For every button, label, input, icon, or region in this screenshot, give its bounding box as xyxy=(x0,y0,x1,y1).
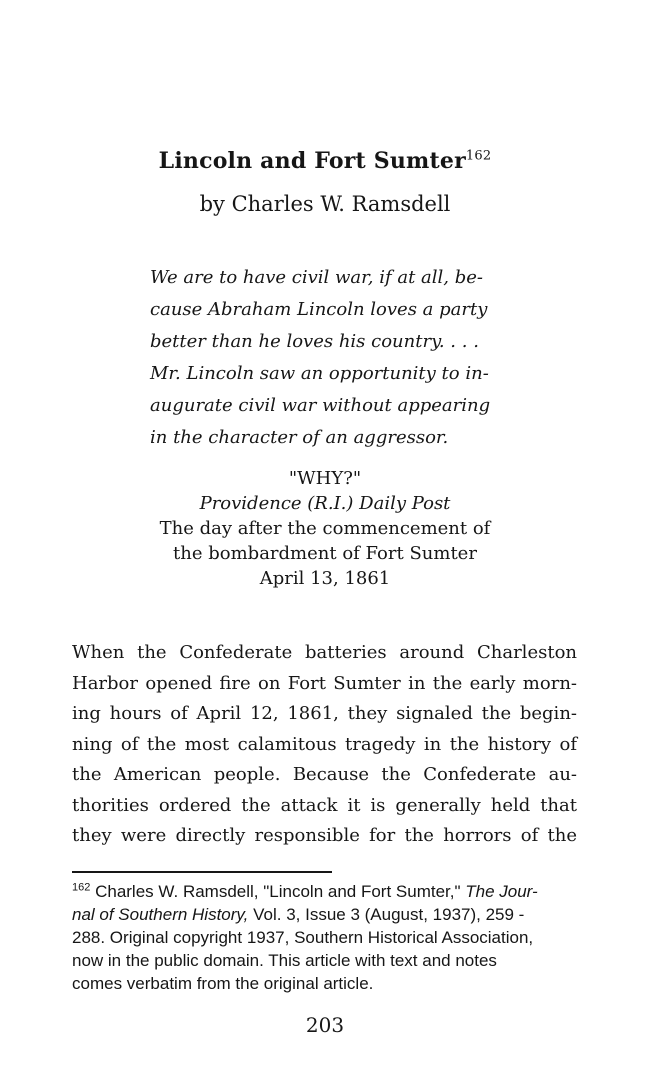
page-title xyxy=(0,146,650,176)
footnote-text-segment: Charles W. Ramsdell, "Lincoln and Fort Sumter," xyxy=(90,881,466,901)
attribution-date: April 13, 1861 xyxy=(259,568,391,589)
body-line: When the Confederate batteries around Charleston xyxy=(72,642,577,663)
footnote-text-segment: comes verbatim from the original article. xyxy=(72,973,374,993)
attribution-publication: Providence (R.I.) Daily Post xyxy=(199,493,451,514)
attribution-context-line: The day after the commencement of xyxy=(159,518,491,539)
byline: by Charles W. Ramsdell xyxy=(199,192,451,216)
quote-line: Mr. Lincoln saw an opportunity to in- xyxy=(150,363,489,384)
body-line: ing hours of April 12, 1861, they signaled the begin- xyxy=(72,703,577,724)
footnote-line xyxy=(72,972,584,995)
body-line: thorities ordered the attack it is generally held that xyxy=(72,794,577,816)
epigraph-attribution xyxy=(0,466,650,591)
quote-line: in the character of an aggressor. xyxy=(150,427,449,448)
body-line: they were directly responsible for the horrors of the xyxy=(72,825,577,846)
footnote-line xyxy=(72,949,584,972)
footnote-text-segment: 288. Original copyright 1937, Southern Historical Association, xyxy=(72,927,534,947)
footnote-line xyxy=(72,903,584,926)
body-line: the American people. Because the Confederate au- xyxy=(72,764,577,785)
footnote-line xyxy=(72,880,584,903)
quote-line: augurate civil war without appearing xyxy=(150,395,491,416)
quote-line: cause Abraham Lincoln loves a party xyxy=(150,299,488,320)
quote-line: We are to have civil war, if at all, be- xyxy=(150,267,483,288)
body-line: Harbor opened fire on Fort Sumter in the early morn- xyxy=(72,672,577,694)
page-number: 203 xyxy=(305,1012,345,1037)
footnote-line xyxy=(72,926,584,949)
footnote-text-segment: now in the public domain. This article with text and notes xyxy=(72,950,497,970)
footnote-marker: 162 xyxy=(72,880,91,893)
body-line: ning of the most calamitous tragedy in the history of xyxy=(72,733,577,755)
footnote-text-segment: Vol. 3, Issue 3 (August, 1937), 259 - xyxy=(248,904,525,924)
footnote xyxy=(72,880,584,995)
body-paragraph xyxy=(72,638,577,852)
title-footnote-ref: 162 xyxy=(465,148,492,164)
attribution-context-line: the bombardment of Fort Sumter xyxy=(173,543,477,564)
footnote-italic-segment: The Jour- xyxy=(465,881,538,901)
footnote-italic-segment: nal of Southern History, xyxy=(72,904,249,924)
page-title-text: Lincoln and Fort Sumter xyxy=(158,148,466,174)
attribution-source-label: "WHY?" xyxy=(288,468,362,489)
epigraph-quote xyxy=(150,262,510,454)
title-block xyxy=(0,146,650,218)
quote-line: better than he loves his country. . . . xyxy=(150,331,479,352)
footnote-separator-rule xyxy=(72,871,332,873)
